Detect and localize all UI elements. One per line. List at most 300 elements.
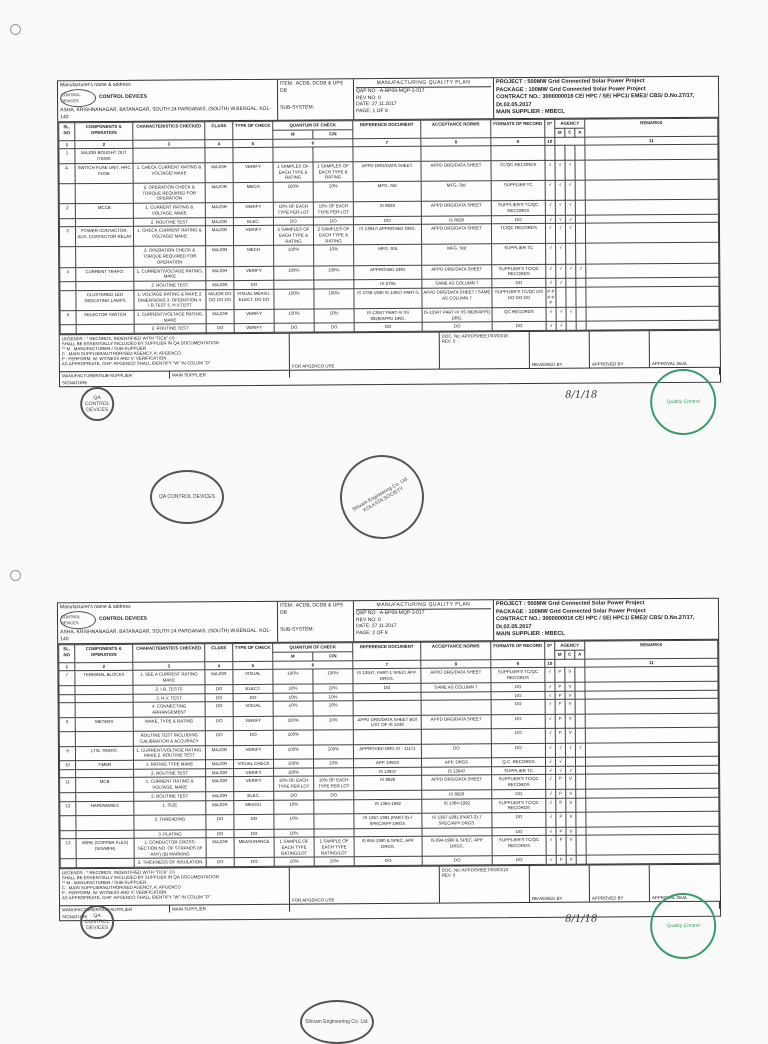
qap-number: QAP NO: -A-BP09-MQP-3-017	[355, 609, 425, 616]
cell-type: MEASURANCE	[234, 838, 274, 858]
cell-char: 1. RATING TYPE MAKE	[133, 760, 205, 769]
cell-type: VERIFY	[234, 777, 274, 792]
cell-ca: 2 SAMPLES OF EACH TYPE & RATING	[313, 225, 353, 245]
cell-ac: V	[565, 714, 575, 729]
cell-fmt: DO	[491, 729, 545, 744]
cell-fmt: DO	[491, 215, 545, 224]
cell-sl	[59, 686, 75, 695]
cell-am: P	[555, 682, 565, 691]
col-quantum: QUANTUM OF CHECK	[273, 121, 353, 130]
cell-ac: √	[565, 200, 575, 215]
cell-aa	[576, 775, 586, 790]
cell-ca: 10% OF EACH TYPE PER LOT	[314, 776, 354, 791]
cell-remarks	[586, 306, 719, 321]
cell-cls: MAJOR	[206, 246, 234, 266]
col-quantum-c: C/N	[313, 652, 353, 661]
legend-line: C : MAIN SUPPLIER/AUTHORISED AGENCY, A: APGENCO	[61, 350, 181, 357]
cell-m: 1 SAMPLES OF EACH TYPE & RATING	[273, 162, 313, 182]
col-acceptance: ACCEPTANCE NORMS	[421, 120, 491, 138]
col-agency: AGENCY	[555, 641, 585, 650]
project-text: PROJECT : 500MW Grid Connected Solar Power Project	[495, 78, 645, 86]
cell-acc: IS 13947	[422, 767, 492, 776]
item-text: ITEM : ACDB, DCDB & UPS DB	[279, 80, 344, 94]
cell-aa	[575, 682, 585, 691]
cell-ac	[565, 146, 575, 161]
cell-am: √	[556, 244, 566, 264]
sheet-header	[58, 599, 718, 645]
cell-type: VISUAL CHECK	[233, 759, 273, 768]
cell-fmt: DO	[492, 278, 546, 287]
legend-line: AS APPROPRIATE, CHP: APGENCO SHALL IDENTIFY "W" IN COLUM "D"	[61, 360, 211, 367]
cell-remarks	[586, 811, 719, 826]
cell-acc: IS 694-1990 & SPEC. APP. DRGS.	[422, 836, 492, 857]
cell-char: 2. ROUTINE TEST	[134, 281, 206, 290]
cell-cls: DO	[205, 693, 233, 702]
cell-aa	[575, 223, 585, 243]
cell-acc	[421, 700, 491, 715]
cell-ca: 100%	[314, 265, 354, 280]
cell-fmt: DO	[491, 682, 545, 691]
cell-aa: √	[575, 743, 585, 758]
cell-type: DO	[234, 829, 274, 838]
cell-ref: MFG. Std	[354, 245, 422, 266]
col-sl: SL. NO	[59, 123, 75, 141]
cell-type: VERIFY	[234, 768, 274, 777]
cell-acc: APPD DRG/DATA SHEET / SAME AS COLUMN 7	[422, 288, 492, 309]
cell-ca: 100%	[314, 289, 354, 309]
cell-ac: √	[565, 180, 575, 200]
cell-ac: V	[565, 728, 575, 743]
signature-label: SIGNATURE	[62, 914, 88, 920]
approval-seal-label: APPROVAL SEAL	[651, 895, 688, 901]
cell-ca: 100%	[313, 669, 353, 684]
cell-acc: IS-13947 PART-IV /IS 8828/APPD DRG.	[422, 308, 492, 323]
cell-aa	[576, 307, 586, 322]
legend-line: ** M : MANUFACTURER / SUB-SUPPLIER	[61, 345, 147, 352]
cell-remarks	[586, 774, 719, 789]
cell-am: P	[555, 700, 565, 715]
cell-m: DO	[273, 217, 313, 226]
col-quantum-m: M	[273, 652, 313, 661]
cell-fmt	[491, 146, 545, 161]
cell-char: 1. CONDUCTOR CROSS-SECTION NO. OF STRANDS (IF ANY) (B) MARKING	[134, 838, 206, 859]
legend-line: P : PERFORM, W: WITNESS AND V: VERIFICATION	[61, 355, 167, 362]
cell-aa	[575, 180, 585, 200]
legend-line: AS APPROPRIATE, CHP: APGENCO SHALL IDENTIFY "W" IN COLUM "D"	[61, 894, 211, 901]
cell-ca: 100%	[313, 744, 353, 759]
cell-am: √	[555, 757, 565, 766]
cell-fmt: DO	[491, 714, 545, 729]
cell-sl: 7	[59, 671, 75, 686]
cell-acc: MFG. Std	[421, 181, 491, 202]
approval-date-signature: 8/1/18	[565, 913, 598, 925]
cell-ca: DO	[313, 216, 353, 225]
cell-type: MEASU.	[234, 800, 274, 815]
cell-comp	[76, 325, 134, 334]
cell-fmt: SUPPLIER'S TC/QC RECORDS	[492, 264, 546, 279]
cell-ac	[565, 757, 575, 766]
col-class: CLASS	[205, 122, 233, 140]
col-characteristics: CHARACTERISTICS CHECKED	[133, 122, 205, 140]
cell-sl	[59, 218, 75, 227]
cell-d: √	[546, 244, 556, 264]
item-block	[278, 79, 354, 120]
cell-m: 100%	[273, 716, 313, 731]
cell-char: 3. PLATING	[134, 829, 206, 838]
cell-am: P	[556, 775, 566, 790]
cell-sl: 10	[60, 761, 76, 770]
cell-type: VISUAL MEASU. ELECT. DO DO	[234, 289, 274, 309]
cell-char: 2. ROUTINE TEST	[133, 217, 205, 226]
cell-d: √	[545, 700, 555, 715]
cell-d: √	[546, 322, 556, 331]
cell-d: √	[546, 856, 556, 865]
cell-cls: DO	[206, 858, 234, 867]
cell-char: 1. CHECK CURRENT RATING & VOLTAGE/ MAKE	[133, 226, 205, 247]
cell-ref: IS 13947	[354, 767, 422, 776]
cell-m: 10%	[274, 829, 314, 838]
cell-cls: DO	[206, 815, 234, 830]
cell-m: 100%	[273, 182, 313, 202]
cell-ref: APPROVED DRG IS - 11171	[353, 744, 421, 759]
cell-ref: IS 1364-1992	[354, 799, 422, 814]
cell-fmt: SUPPLIER TC	[492, 244, 546, 265]
cell-fmt: DO	[491, 691, 545, 700]
cell-d: √	[546, 307, 556, 322]
cell-ca	[314, 767, 354, 776]
manufacturer-address: ASHA, KRISHNANAGAR, BATANAGAR, SOUTH 24 PARGANAS, (SOUTH) W.BENGAL, KOL-140	[60, 105, 272, 120]
cell-ref: APP. DRGS	[353, 758, 421, 767]
cell-char: 1. VOLTAGE RATING & MAKE 2. DIMENSIONS 3. OPERATION 4. I.R.TEST 5. H.V.TEST	[134, 290, 206, 311]
cell-d: √	[546, 812, 556, 827]
inspection-table: SL. NO COMPONENTS & OPERATION CHARACTERISTICS CHECKED CLASS TYPE OF CHECK QUANTUM OF CHECK REFERENCE DOCUMENT ACCEPTANCE NORMS FORMATS OF RECORD D* AGENCY REMARKS M C/N M C A 1 2 3 4 5 6 7 8 9 10 11 1 MAJOR BOUGHT OUT ITEMS A. SWITCH FUSE UNIT, HRC FUSE 1. CHECK CURRENT RATING & VOLTAGE/ MAKE MAJOR VERIFY 1 SAMPLES OF EACH TYPE & RATING 1 SAMPLES OF EACH TYPE & RATING APPD DRG/DATA SHEET APPD DRG/DATA SHEET TC/QC RECORDS √ √ √ 2. OPERATION CHECK & TORQUE REQUIRED FOR OPERATION MAJOR MECH 100% 10% MFG. Std MFG. Std SUPPLIER TC √ √ √ 2 MCCB 1. CURRENT RATING & VOLTAGE, MAKE MAJOR VERIFY 10% OF EACH TYPE PER LOT 10% OF EACH TYPE PER LOT IS 8828 APPD DRG/DATA SHEET SUPPLIER'S TC/QC RECORDS √ √ √ 2. ROUTINE TEST MAJOR ELEC. DO DO DO IS 8828 DO √ √ √ 3 POWER CONTACTOR, AUX. CONTACTOR RELAY 1. CHECK CURRENT RATING & VOLTAGE/ MAKE MAJOR VERIFY 5 SAMPLES OF EACH TYPE & RATING 2 SAMPLES OF EACH TYPE & RATING IS 13947/ APPROVED DRG. APPD DRG/DATA SHEET TC/QC RECORDS √ √ √ 2. OPERATION CHECK & TORQUE REQUIRED FOR OPERATION MAJOR MECH 100% 10% MFG. Std MFG. Std SUPPLIER TC √ √ 4 CURRENT TRAFO. 1. CURRENT/VOLTAGE RATING, MAKE MAJOR VERIFY 100% 100% APPROVED DRG APPD DRG/DATA SHEET SUPPLIER'S TC/QC RECORDS √ √ √ √ 2. ROUTINE TEST MAJOR DO IS-2705 SAME AS COLUMN 7 DO √ √ CLUSTERED LED INDICATING LAMPS 1. VOLTAGE RATING & MAKE 2. DIMENSIONS 3. OPERATION 4. I.R.TEST 5. H.V.TEST MAJOR DO DO DO DO VISUAL MEASU. ELECT. DO DO 100% 100% IS 4736-1990 IS 13947-PART-5 APPD DRG/DATA SHEET / SAME AS COLUMN 7 SUPPLIER'S TC/QC DO DO DO DO P P P P P 5 SELECTOR SWITCH 1. CURRENT/VOLTAGE RATING, MAKE MAJOR VERIFY 100% 10% IS-13947 PART-IV /IS 8828/APPD DRG. IS-13947 PART-IV /IS 8828/APPD DRG. QC RECORDS √ √ √ 2. ROUTINE TEST DO VERIFY DO DO DO DO DO √ √	[58, 118, 719, 334]
cell-aa	[575, 691, 585, 700]
col-acceptance: ACCEPTANCE NORMS	[421, 642, 491, 660]
cell-am: √	[555, 160, 565, 180]
cell-cls: MAJOR	[205, 183, 233, 203]
cell-am: P	[556, 798, 566, 813]
cell-aa	[576, 798, 586, 813]
cell-acc: IS 1367-1991 (PART-3)-7 SPEC/APP DRGS.	[422, 813, 492, 828]
cell-comp	[76, 859, 134, 868]
cell-remarks	[586, 321, 719, 331]
manufacturer-block	[58, 602, 278, 644]
cell-ca: 10%	[314, 309, 354, 324]
item-text: ITEM : ACDB, DCDB & UPS DB	[279, 602, 344, 616]
manufacturer-name: CONTROL DEVICES	[98, 616, 148, 623]
cell-m: 10%	[273, 693, 313, 702]
cell-ref: IS-13947 PART-IV /IS 8828/APPD DRG.	[354, 308, 422, 323]
qap-block	[354, 78, 494, 119]
company-logo: CONTROL DEVICES	[60, 89, 96, 107]
cell-comp	[76, 281, 134, 290]
cell-cls: DO	[206, 829, 234, 838]
cell-ref: IS 8828	[354, 776, 422, 791]
cell-comp: MCCB	[75, 203, 133, 218]
cell-m: 100%	[273, 730, 313, 745]
apgenco-block	[290, 333, 440, 370]
cell-comp	[75, 218, 133, 227]
cell-type: VISUAL	[233, 702, 273, 717]
cell-type: MECH	[233, 182, 273, 202]
cell-fmt: DO	[492, 812, 546, 827]
cell-am: √	[556, 322, 566, 331]
manufacturer-block	[58, 80, 278, 122]
cell-ca: DO	[314, 791, 354, 800]
cell-ca: 10%	[313, 684, 353, 693]
cell-aa	[576, 835, 586, 855]
cell-aa	[575, 200, 585, 215]
col-component: COMPONENTS & OPERATION	[75, 123, 133, 141]
cell-d: √	[545, 180, 555, 200]
cell-char: 1. CURRENT/VOLTAGE RATING, MAKE	[134, 310, 206, 325]
col-remarks: REMARKS	[585, 640, 718, 658]
contract-text: CONTRACT NO.: 3000000016 CE/ HPC / SE/ HPC1/ EME2/ CBS/ D.No.27/17, Dt.02.05.2017	[496, 92, 695, 108]
cell-cls: MAJOR	[206, 800, 234, 815]
cell-m: 100%	[273, 669, 313, 684]
cell-ref	[353, 701, 421, 716]
cell-sl	[60, 290, 76, 310]
cell-d: √	[546, 836, 556, 856]
cell-cls: MAJOR	[206, 768, 234, 777]
cell-cls: DO	[205, 716, 233, 731]
col-quantum-c: C/N	[313, 130, 353, 139]
cell-ref: DO	[354, 323, 422, 332]
cell-am	[555, 146, 565, 161]
cell-ac	[566, 287, 576, 307]
cell-comp	[76, 769, 134, 778]
cell-type: ELEC.	[234, 791, 274, 800]
cell-am: √	[556, 766, 566, 775]
cell-acc: IS 8828	[421, 215, 491, 224]
cell-sl	[59, 703, 75, 718]
plan-title: MANUFACTURING QUALITY PLAN	[356, 79, 491, 88]
cell-d: √	[545, 743, 555, 758]
cell-aa	[576, 789, 586, 798]
cell-type: VERIFY	[233, 226, 273, 246]
cell-aa	[575, 714, 585, 729]
cell-am: √	[556, 278, 566, 287]
cell-type: VERIFY	[234, 266, 274, 281]
control-devices-stamp-middle: QA CONTROL DEVICES	[150, 470, 224, 524]
cell-m: 100%	[274, 309, 314, 324]
cell-comp	[76, 830, 134, 839]
cell-ca: 10%	[313, 715, 353, 730]
sheet-footer	[60, 330, 720, 372]
cell-sl: 2	[59, 204, 75, 219]
cell-type: VISUAL	[233, 670, 273, 685]
cell-ac: √	[565, 215, 575, 224]
cell-sl	[60, 282, 76, 291]
cell-acc: APPD DRG/DATA SHEET	[421, 201, 491, 216]
cell-ref: IS 1367-1991 (PART-3)-7 SPEC/APP DRGS.	[354, 813, 422, 828]
cell-acc: APPD DRG/DATA SHEET	[422, 264, 492, 279]
cell-ref: DO	[353, 683, 421, 692]
col-characteristics: CHARACTERISTICS CHECKED	[133, 644, 205, 662]
apgenco-block	[290, 867, 440, 904]
cell-cls: MAJOR	[206, 266, 234, 281]
legend-title: LEGENDS : * RECORDS, INDENTIFIED WITH "TICK" (√)	[61, 869, 175, 876]
cell-type: VERIFY	[233, 745, 273, 760]
cell-aa	[575, 757, 585, 766]
rev-category: REV. 0	[441, 338, 456, 344]
cell-comp: POWER CONTACTOR, AUX. CONTACTOR RELAY	[75, 227, 133, 248]
cell-remarks	[585, 145, 718, 160]
cell-type: ELEC.	[233, 217, 273, 226]
cell-ac: √	[565, 224, 575, 244]
seal-block	[650, 331, 720, 367]
cell-remarks	[586, 834, 719, 855]
cell-char: 2. THICKNESS OF INSULATION	[134, 858, 206, 867]
col-sl: SL. NO	[59, 645, 75, 663]
cell-am: P	[556, 789, 566, 798]
cell-cls: MAJOR	[206, 310, 234, 325]
cell-char: 1. CURRENT/VOLTAGE RATING, MAKE 2. ROUTINE TEST	[133, 745, 205, 760]
plan-date: DATE: 27.11.2017	[356, 623, 397, 630]
cell-m: 100%	[274, 245, 314, 265]
cell-m: 10%	[274, 814, 314, 829]
reviewed-block	[530, 866, 590, 902]
cell-remarks	[585, 698, 718, 713]
cell-char: 3. H.V. TEST	[133, 693, 205, 702]
cell-char: 2. ROUTINE TEST	[134, 324, 206, 333]
cell-ca	[314, 828, 354, 837]
cell-comp: MAJOR BOUGHT OUT ITEMS	[75, 149, 133, 164]
legend-line: ** M : MANUFACTURER / SUB-SUPPLIER	[61, 879, 147, 886]
cell-am: √	[556, 264, 566, 279]
cell-m	[274, 280, 314, 289]
cell-remarks	[585, 159, 718, 180]
cell-aa	[576, 766, 586, 775]
col-format: FORMATS OF RECORD	[491, 642, 545, 660]
cell-sl: 9	[59, 746, 75, 761]
cell-m: 100%	[274, 266, 314, 281]
cell-d: √	[545, 682, 555, 691]
cell-d: √	[545, 714, 555, 729]
cell-char: 2. ROUTINE TEST	[134, 769, 206, 778]
cell-ac	[566, 322, 576, 331]
cell-am	[556, 287, 566, 307]
manufacturer-address: ASHA, KRISHNANAGAR, BATANAGAR, SOUTH 24 PARGANAS, (SOUTH) W.BENGAL, KOL-140	[60, 627, 271, 642]
cell-d	[545, 146, 555, 161]
plan-date: DATE: 27.11.2017	[356, 101, 397, 108]
docno-block	[440, 332, 530, 369]
legend-title: LEGENDS : * RECORDS, INDENTIFIED WITH "TICK" (√)	[61, 335, 175, 342]
reviewed-block	[530, 332, 590, 368]
cell-sl: 5	[60, 311, 76, 326]
quality-control-stamp: Quality Control	[650, 369, 716, 435]
punch-hole-top	[10, 24, 21, 35]
approved-by-label: APPROVED BY	[591, 361, 624, 367]
cell-aa	[575, 699, 585, 714]
cell-cls: MAJOR	[205, 745, 233, 760]
legend-block	[60, 868, 290, 906]
cell-ac: √	[566, 766, 576, 775]
cell-cls: MAJOR	[206, 281, 234, 290]
col-d: D*	[545, 120, 555, 138]
cell-ca	[314, 814, 354, 829]
cell-remarks	[586, 286, 719, 307]
cell-remarks	[586, 243, 719, 264]
cell-comp: WIRE (COPPER FLEX) (SIS/MFR)	[76, 839, 134, 860]
subsystem-text: SUB-SYSTEM:	[280, 626, 315, 633]
cell-remarks	[585, 223, 718, 244]
rev-number: REV NO: 0	[356, 616, 381, 623]
cell-cls: MAJOR	[206, 791, 234, 800]
cell-ac: V	[566, 812, 576, 827]
cell-char: 1. CURRENT/VOLTAGE RATING, MAKE	[134, 266, 206, 281]
cell-char: MAKE, TYPE & RATING	[133, 717, 205, 732]
main-supplier-text: MAIN SUPPLIER : MBECL	[496, 108, 565, 116]
cell-comp: HARDWARES	[76, 801, 134, 816]
cell-aa	[575, 146, 585, 161]
plan-title: MANUFACTURING QUALITY PLAN	[356, 601, 491, 610]
cell-ref: IS 4736-1990 IS 13947-PART-5	[354, 288, 422, 309]
col-reference: REFERENCE DOCUMENT	[353, 121, 421, 139]
col-quantum: QUANTUM OF CHECK	[273, 643, 353, 652]
reviewed-by-label: REVIEWED BY	[531, 361, 563, 368]
cell-ref: IS 8828	[353, 201, 421, 216]
cell-char: 2. OPERATION CHECK & TORQUE REQUIRED FOR OPERATION	[134, 246, 206, 267]
cell-aa	[576, 322, 586, 331]
cell-acc: SAME AS COLUMN 7	[421, 683, 491, 692]
cell-d: √	[545, 224, 555, 244]
cell-am: P	[555, 714, 565, 729]
cell-ac: V	[565, 699, 575, 714]
cell-m: 10%	[273, 684, 313, 693]
cell-fmt: DO	[491, 743, 545, 758]
cell-ac: V	[565, 668, 575, 683]
cell-ca: 1 SAMPLE OF EACH TYPE RATING/LOT	[314, 837, 354, 857]
cell-sl: 1	[59, 149, 75, 164]
cell-aa	[575, 160, 585, 180]
cell-acc: SAME AS COLUMN 7	[422, 279, 492, 288]
cell-ca: DO	[314, 323, 354, 332]
cell-d: √	[545, 215, 555, 224]
cell-comp: TERMINAL BLOCKS	[75, 671, 133, 686]
page-number: PAGE: 2 OF 8	[356, 630, 388, 637]
main-supplier-text: MAIN SUPPLIER : MBECL	[496, 630, 565, 638]
cell-sl: 3	[59, 227, 75, 247]
cell-ca: 10%	[314, 245, 354, 265]
cell-cls: MAJOR	[205, 760, 233, 769]
cell-acc: DO	[422, 322, 492, 331]
cell-ac	[566, 278, 576, 287]
manufacturer-signature-label: MANUFACTURER/SUB-SUPPLIER	[60, 372, 170, 380]
legend-line: P : PERFORM, W: WITNESS AND V: VERIFICATION	[61, 889, 167, 896]
cell-acc: APPD DRG/DATA SHEET	[422, 775, 492, 790]
cell-char: 4. CONNECTING ARRANGEMENT	[133, 702, 205, 717]
rev-category: REV. 0	[441, 872, 456, 878]
cell-fmt: SUPPLIER TC	[492, 766, 546, 775]
cell-sl	[59, 694, 75, 703]
cell-ref: DO	[354, 857, 422, 866]
cell-am: √	[556, 307, 566, 322]
cell-fmt: TC/QC RECORDS	[491, 160, 545, 181]
cell-d: √	[546, 775, 556, 790]
cell-ca	[314, 280, 354, 289]
cell-cls: MAJOR	[205, 670, 233, 685]
col-d: D*	[545, 642, 555, 660]
cell-am: √	[555, 743, 565, 758]
cell-ca: 10%	[313, 701, 353, 716]
shivam-engineering-stamp: Shivam Engineering Co. Ltd. KOLKATA SOCIETY	[325, 440, 440, 555]
cell-fmt: DO	[492, 789, 546, 798]
cell-cls: DO	[205, 731, 233, 746]
cell-sl: 4	[60, 267, 76, 282]
for-apgenco-label: FOR APGENCO USE	[291, 363, 335, 369]
cell-acc: MFG. Std	[422, 244, 492, 265]
